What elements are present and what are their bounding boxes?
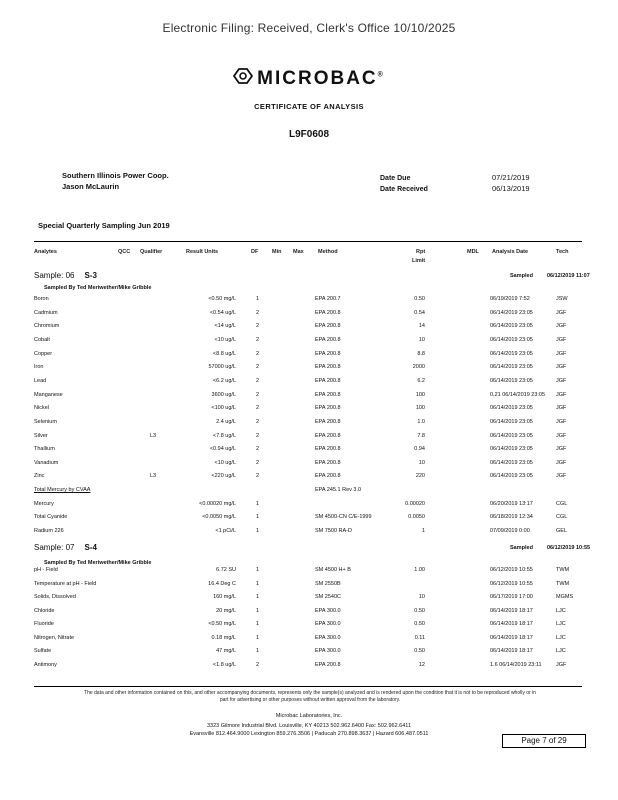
table-row <box>0 296 618 309</box>
table-row <box>0 405 618 418</box>
dilution-factor: 1 <box>256 296 260 302</box>
report-limit: 1 <box>421 528 425 535</box>
method: SM 4500-CN C/E-1999 <box>315 514 372 521</box>
method: EPA 200.8 <box>315 661 341 668</box>
sample-id: S-4 <box>84 543 97 552</box>
analysis-date: 06/14/2019 23:05 <box>490 336 533 343</box>
technician: JGF <box>556 432 567 439</box>
footer-company: Microbac Laboratories, Inc. <box>275 713 343 719</box>
report-limit: 0.11 <box>414 634 425 641</box>
table-row <box>0 337 618 350</box>
table-row <box>0 528 618 541</box>
result-value: <8.8 ug/L <box>212 350 236 357</box>
analysis-date: 06/14/2019 23:05 <box>490 459 533 466</box>
dilution-factor: 1 <box>256 607 260 614</box>
table-row <box>0 351 618 364</box>
table-row <box>0 446 618 459</box>
table-row <box>0 501 618 514</box>
method: EPA 200.8 <box>315 323 341 330</box>
sample-label: Sample: 07 <box>34 543 75 552</box>
sample-header <box>34 271 97 280</box>
table-row <box>0 473 618 486</box>
result-value: <0.54 ug/L <box>209 309 236 316</box>
analysis-date: 0.21 06/14/2019 23:05 <box>490 391 546 398</box>
qualifier: L3 <box>150 432 157 439</box>
dilution-factor: 2 <box>256 364 260 371</box>
analysis-date: 06/14/2019 23:05 <box>490 418 533 425</box>
method: SM 2550B <box>315 580 341 587</box>
result-value: <0.0050 mg/L <box>202 514 236 521</box>
analysis-date: 06/14/2019 23:05 <box>490 446 533 453</box>
date-due-label: Date Due <box>380 175 411 182</box>
result-value: <14 ug/L <box>214 323 236 330</box>
analyte-name: Iron <box>34 364 44 371</box>
table-row <box>0 433 618 446</box>
report-limit: 0.00020 <box>405 500 425 507</box>
dilution-factor: 1 <box>256 567 260 573</box>
analysis-date: 06/12/2019 10:55 <box>490 567 533 573</box>
technician: JGF <box>556 364 567 371</box>
table-row <box>0 567 618 580</box>
col-limit: Limit <box>412 258 426 264</box>
table-top-rule <box>34 241 582 242</box>
analysis-date: 06/14/2019 23:05 <box>490 473 533 480</box>
table-row <box>0 460 618 473</box>
dilution-factor: 2 <box>256 459 260 466</box>
method: SM 7500 RA-D <box>315 528 352 535</box>
technician: JGF <box>556 459 567 466</box>
table-row <box>0 419 618 432</box>
analyte-name: Chromium <box>34 323 60 330</box>
result-value: 6.72 SU <box>216 567 236 573</box>
technician: CGL <box>556 514 568 521</box>
result-value: 160 mg/L <box>213 594 236 600</box>
table-row <box>0 621 618 634</box>
technician: LJC <box>556 634 566 641</box>
dilution-factor: 2 <box>256 405 260 412</box>
analyte-name: Selenium <box>34 418 57 425</box>
col-min: Min <box>272 249 282 255</box>
report-limit: 1.00 <box>414 567 425 573</box>
analysis-date: 06/14/2019 23:05 <box>490 309 533 316</box>
col-qcc: QCC <box>118 249 131 255</box>
sampled-date: 06/12/2019 11:07 <box>546 273 590 279</box>
result-value: <1 pCi/L <box>215 528 236 535</box>
table-row <box>0 581 618 594</box>
dilution-factor: 2 <box>256 377 260 384</box>
method: EPA 200.8 <box>315 432 341 439</box>
report-limit: 8.8 <box>417 350 425 357</box>
method: SM 4500 H+ B <box>315 567 351 573</box>
analysis-date: 06/18/2019 12:34 <box>490 514 533 521</box>
analyte-name: Mercury <box>34 500 54 507</box>
result-value: 0.18 mg/L <box>211 634 236 641</box>
sampled-date: 06/12/2019 10:55 <box>546 545 591 551</box>
dilution-factor: 1 <box>256 514 260 521</box>
disclaimer-text: The data and other information contained on this, and other accompanying documents, represents only the sample(s) analyzed and is rendered upon the condition that it is not to be reproduced wholly or in part for advertising or other purposes without written approval from the laboratory. <box>84 690 536 703</box>
dilution-factor: 1 <box>256 580 260 587</box>
technician: JGF <box>556 323 567 330</box>
table-row <box>0 310 618 323</box>
method: EPA 200.8 <box>315 350 341 357</box>
report-limit: 10 <box>418 459 425 466</box>
analyte-name: Nickel <box>34 405 49 412</box>
report-number: L9F0608 <box>288 129 330 140</box>
result-value: <10 ug/L <box>214 459 236 466</box>
method: EPA 200.8 <box>315 473 341 480</box>
technician: JGF <box>556 418 567 425</box>
result-value: <0.94 ug/L <box>209 446 236 453</box>
date-values <box>492 172 530 194</box>
sample-id: S-3 <box>84 271 97 280</box>
analysis-date: 1.6 06/14/2019 23:11 <box>490 661 542 668</box>
dilution-factor: 1 <box>256 500 260 507</box>
analyte-name: Radium 226 <box>34 528 64 535</box>
analyte-name: Nitrogen, Nitrate <box>34 634 75 641</box>
analysis-date: 06/14/2019 18:17 <box>490 648 533 654</box>
report-limit: 12 <box>418 661 425 668</box>
method: EPA 300.0 <box>315 607 341 614</box>
technician: LJC <box>556 621 566 627</box>
logo-text: MICROBAC <box>257 68 378 90</box>
technician: CGL <box>556 500 568 507</box>
analysis-date: 06/17/2019 17:00 <box>490 594 533 600</box>
analysis-date: 06/14/2019 23:05 <box>490 364 533 371</box>
company-logo <box>0 68 618 90</box>
technician: JGF <box>556 405 567 412</box>
customer-company: Southern Illinois Power Coop. <box>62 171 169 180</box>
table-row <box>0 608 618 621</box>
dilution-factor: 2 <box>256 309 260 316</box>
result-value: 47 mg/L <box>216 648 236 654</box>
analyte-name: Sulfate <box>34 648 52 654</box>
dilution-factor: 2 <box>256 661 260 668</box>
method: EPA 200.8 <box>315 405 341 412</box>
analyte-name: Lead <box>34 377 47 384</box>
technician: JGF <box>556 391 567 398</box>
footer-address: 3323 Gilmore Industrial Blvd. Louisville, KY 40213 502.962.6400 Fax: 502.962.6411 <box>206 723 412 729</box>
analysis-date: 06/14/2019 18:17 <box>490 607 533 614</box>
microbac-logo-icon <box>233 68 253 90</box>
technician: JGF <box>556 446 567 453</box>
filing-stamp: Electronic Filing: Received, Clerk's Office 10/10/2025 <box>162 21 456 35</box>
col-method: Method <box>318 249 338 255</box>
dilution-factor: 2 <box>256 350 260 357</box>
analyte-name: Zinc <box>34 473 45 480</box>
method: EPA 200.8 <box>315 336 341 343</box>
technician: JGF <box>556 377 567 384</box>
report-limit: 0.50 <box>414 648 425 654</box>
col-analytes: Analytes <box>34 249 57 255</box>
result-value: <7.8 ug/L <box>212 432 236 439</box>
analyte-name: Solids, Dissolved <box>34 594 76 600</box>
result-value: <1.8 ug/L <box>212 661 236 668</box>
analyte-name: Thallium <box>34 446 55 453</box>
analyte-name: Manganese <box>34 391 63 398</box>
table-row <box>0 378 618 391</box>
dilution-factor: 2 <box>256 336 260 343</box>
report-limit: 0.50 <box>414 607 425 614</box>
result-value: <0.50 mg/L <box>208 621 236 627</box>
dilution-factor: 2 <box>256 473 260 480</box>
technician: MGMS <box>556 594 574 600</box>
col-mdl: MDL <box>467 249 479 255</box>
report-limit: 0.50 <box>414 621 425 627</box>
analysis-date: 06/14/2019 18:17 <box>490 634 533 641</box>
sampled-by: Sampled By Ted Meriwether/Mike Gribble <box>44 560 152 566</box>
method: EPA 200.8 <box>315 377 341 384</box>
report-limit: 10 <box>418 336 425 343</box>
analyte-name: Fluoride <box>34 621 54 627</box>
technician: TWM <box>556 580 570 587</box>
analyte-name: Copper <box>34 350 53 357</box>
date-received-value: 06/13/2019 <box>492 184 530 193</box>
method: EPA 200.8 <box>315 364 341 371</box>
analysis-date: 06/14/2019 23:05 <box>490 323 533 330</box>
sampled-info <box>510 545 590 551</box>
method: EPA 245.1 Rev 3.0 <box>315 487 362 494</box>
method: EPA 300.0 <box>315 634 341 641</box>
method: EPA 200.8 <box>315 446 341 453</box>
analysis-date: 06/14/2019 23:05 <box>490 405 533 412</box>
technician: GEL <box>556 528 568 535</box>
date-due-value: 07/21/2019 <box>492 173 530 182</box>
project-title: Special Quarterly Sampling Jun 2019 <box>38 221 170 230</box>
date-labels <box>380 173 428 195</box>
technician: JSW <box>556 296 568 302</box>
table-row <box>0 594 618 607</box>
table-row <box>0 364 618 377</box>
col-tech: Tech <box>556 249 569 255</box>
result-value: <100 ug/L <box>211 405 236 412</box>
method: EPA 200.8 <box>315 459 341 466</box>
analysis-date: 06/14/2019 23:05 <box>490 377 533 384</box>
analysis-date: 06/20/2019 13:17 <box>490 500 533 507</box>
col-rpt: Rpt <box>416 249 426 255</box>
technician: JGF <box>556 336 567 343</box>
customer-block <box>62 170 169 192</box>
result-value: 2.4 ug/L <box>216 418 236 425</box>
method: EPA 200.8 <box>315 391 341 398</box>
certificate-title: CERTIFICATE OF ANALYSIS <box>254 102 364 111</box>
report-limit: 0.0050 <box>408 514 425 521</box>
result-value: 57000 ug/L <box>208 364 236 371</box>
report-limit: 14 <box>418 323 425 330</box>
qualifier: L3 <box>150 473 157 480</box>
technician: LJC <box>556 648 566 654</box>
customer-contact: Jason McLaurin <box>62 182 120 191</box>
report-limit: 0.50 <box>414 296 425 302</box>
analysis-date: 06/12/2019 10:55 <box>490 580 533 587</box>
analysis-date: 06/14/2019 18:17 <box>490 621 533 627</box>
report-limit: 10 <box>418 594 425 600</box>
dilution-factor: 1 <box>256 621 260 627</box>
report-limit: 100 <box>415 391 425 398</box>
report-limit: 7.8 <box>417 432 425 439</box>
result-value: <0.50 mg/L <box>208 296 236 302</box>
footer-locations: Evansville 812.464.9000 Lexington 859.276.3506 | Paducah 270.898.3637 | Hazard 606.487.0511 <box>189 731 429 737</box>
analyte-name: Temperature at pH - Field <box>34 580 97 587</box>
report-limit: 220 <box>415 473 425 480</box>
report-limit: 0.94 <box>414 446 425 453</box>
table-row <box>0 514 618 527</box>
dilution-factor: 2 <box>256 446 260 453</box>
date-received-label: Date Received <box>380 186 428 193</box>
dilution-factor: 2 <box>256 323 260 330</box>
result-value: 16.4 Deg C <box>208 580 236 587</box>
analyte-name: Silver <box>34 432 48 439</box>
method: EPA 200.8 <box>315 309 341 316</box>
technician: JGF <box>556 350 567 357</box>
report-limit: 1.0 <box>417 418 425 425</box>
result-value: <6.2 ug/L <box>212 377 236 384</box>
dilution-factor: 2 <box>256 418 260 425</box>
table-row <box>0 635 618 648</box>
logo-registered-mark: ® <box>377 71 385 79</box>
analyte-name: Vanadium <box>34 459 59 466</box>
technician: JGF <box>556 309 567 316</box>
sampled-label: Sampled <box>510 545 533 551</box>
analysis-date: 06/19/2019 7:52 <box>490 296 530 302</box>
result-value: <10 ug/L <box>214 336 236 343</box>
table-row <box>0 648 618 661</box>
dilution-factor: 1 <box>256 594 260 600</box>
col-df: DF <box>251 249 259 255</box>
report-limit: 6.2 <box>417 377 425 384</box>
analyte-name: Total Mercury by CVAA <box>34 487 91 494</box>
sample-label: Sample: 06 <box>34 271 75 280</box>
analysis-date: 07/09/2019 0:00 <box>490 528 530 535</box>
dilution-factor: 2 <box>256 391 260 398</box>
dilution-factor: 2 <box>256 432 260 439</box>
table-row <box>0 487 618 500</box>
technician: LJC <box>556 607 566 614</box>
technician: JGF <box>556 661 567 668</box>
result-value: 20 mg/L <box>216 607 236 614</box>
method: EPA 200.7 <box>315 296 341 302</box>
sampled-label: Sampled <box>510 273 533 279</box>
result-value: <0.00020 mg/L <box>199 500 236 507</box>
result-value: 3600 ug/L <box>211 391 236 398</box>
table-bottom-rule <box>34 686 582 687</box>
result-value: <220 ug/L <box>211 473 236 480</box>
report-limit: 2000 <box>412 364 425 371</box>
col-qualifier: Qualifier <box>140 249 163 255</box>
report-limit: 0.54 <box>414 309 425 316</box>
method: EPA 300.0 <box>315 621 341 627</box>
col-max: Max <box>293 249 304 255</box>
analyte-name: Chloride <box>34 607 55 614</box>
method: EPA 200.8 <box>315 418 341 425</box>
table-row <box>0 323 618 336</box>
report-limit: 100 <box>415 405 425 412</box>
analysis-date: 06/14/2019 23:05 <box>490 432 533 439</box>
sample-header <box>34 543 97 552</box>
sampled-info <box>510 273 590 279</box>
technician: TWM <box>556 567 570 573</box>
table-row <box>0 662 618 675</box>
analyte-name: Boron <box>34 296 49 302</box>
technician: JGF <box>556 473 567 480</box>
page-number: Page 7 of 29 <box>502 734 586 748</box>
col-analysis-date: Analysis Date <box>492 249 529 255</box>
analyte-name: pH - Field <box>34 567 58 573</box>
analyte-name: Cobalt <box>34 336 50 343</box>
sampled-by: Sampled By Ted Meriwether/Mike Gribble <box>44 285 152 291</box>
analyte-name: Total Cyanide <box>34 514 68 521</box>
dilution-factor: 1 <box>256 634 260 641</box>
table-row <box>0 392 618 405</box>
method: EPA 300.0 <box>315 648 341 654</box>
dilution-factor: 1 <box>256 648 260 654</box>
col-result-units: Result Units <box>186 249 219 255</box>
method: SM 2540C <box>315 594 341 600</box>
analysis-date: 06/14/2019 23:05 <box>490 350 533 357</box>
analyte-name: Cadmium <box>34 309 58 316</box>
dilution-factor: 1 <box>256 528 260 535</box>
analyte-name: Antimony <box>34 661 57 668</box>
